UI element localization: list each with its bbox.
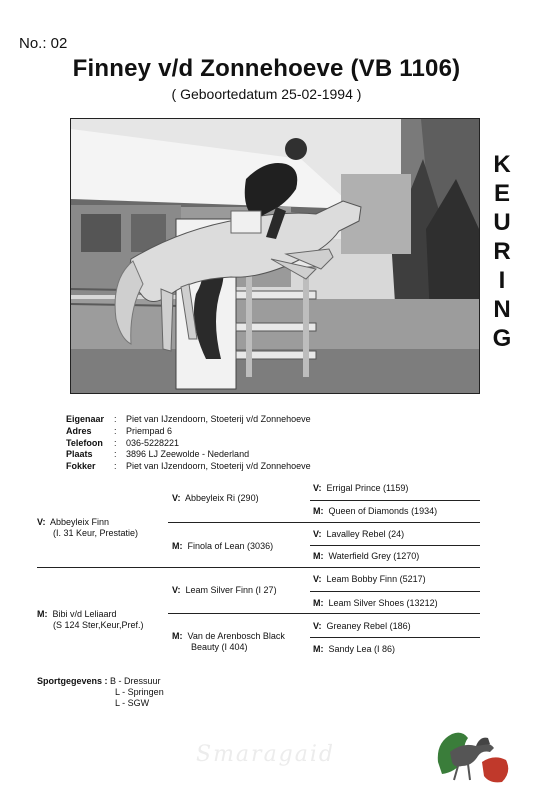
pedigree-divider bbox=[310, 545, 480, 546]
sport-entry: L - Springen bbox=[115, 687, 164, 697]
place-row: Plaats : 3896 LJ Zeewolde - Nederland bbox=[66, 449, 250, 460]
gen3-name: Lavalley Rebel (24) bbox=[326, 529, 405, 539]
pedigree-gen2-item bbox=[172, 493, 259, 504]
address-value: Priempad 6 bbox=[126, 425, 173, 436]
gen3-name: Greaney Rebel (186) bbox=[326, 621, 411, 631]
pedigree-divider bbox=[310, 500, 480, 501]
pedigree-gen3-item bbox=[313, 644, 395, 655]
keuring-letter: R bbox=[493, 238, 511, 265]
gen3-prefix: V: bbox=[313, 529, 322, 539]
sport-entry: L - SGW bbox=[115, 698, 150, 708]
phone-value: 036-5228221 bbox=[126, 437, 180, 448]
gen3-prefix: V: bbox=[313, 483, 322, 493]
gen3-name: Errigal Prince (1159) bbox=[326, 483, 409, 493]
keuring-letter: K bbox=[493, 151, 511, 178]
sire-detail: (I. 31 Keur, Prestatie) bbox=[53, 528, 139, 538]
pedigree-gen3-item bbox=[313, 483, 408, 494]
pedigree-gen2-item bbox=[172, 541, 273, 552]
pedigree-gen3-item bbox=[313, 506, 437, 517]
dam-name: Bibi v/d Leliaard bbox=[52, 609, 117, 619]
phone-row: Telefoon : 036-5228221 bbox=[66, 437, 180, 448]
pedigree-gen3-item bbox=[313, 598, 438, 609]
watermark-text: Smaragaid bbox=[196, 742, 335, 767]
breeder-row: Fokker : Piet van IJzendoorn, Stoeterij v/d Zonnehoeve bbox=[66, 461, 311, 472]
gen2-name: Finola of Lean (3036) bbox=[187, 541, 274, 551]
gen3-prefix: M: bbox=[313, 551, 324, 561]
pedigree-divider bbox=[310, 637, 480, 638]
gen2-prefix: M: bbox=[172, 631, 183, 641]
keuring-letter: U bbox=[493, 209, 511, 236]
sport-label: Sportgegevens : bbox=[37, 676, 108, 686]
pedigree-gen2-item bbox=[172, 585, 277, 596]
gen2-name: Leam Silver Finn (I 27) bbox=[185, 585, 277, 595]
gen2-prefix: M: bbox=[172, 541, 183, 551]
keuring-letter: G bbox=[492, 325, 512, 352]
owner-label: Eigenaar bbox=[66, 414, 105, 424]
address-row: Adres : Priempad 6 bbox=[66, 425, 173, 436]
horse-title: Finney v/d Zonnehoeve (VB 1106) bbox=[72, 55, 461, 82]
address-label: Adres bbox=[66, 425, 92, 436]
gen2-prefix: V: bbox=[172, 493, 181, 503]
pedigree-divider bbox=[168, 613, 300, 614]
breeder-value: Piet van IJzendoorn, Stoeterij v/d Zonnehoeve bbox=[126, 461, 311, 472]
stud-logo bbox=[432, 722, 516, 788]
pedigree-gen2-item bbox=[172, 631, 285, 653]
keuring-letter: N bbox=[493, 296, 511, 323]
sport-entry: B - Dressuur bbox=[110, 676, 161, 686]
owner-row: Eigenaar : Piet van IJzendoorn, Stoeterij v/d Zonnehoeve bbox=[66, 414, 311, 424]
gen3-name: Leam Silver Shoes (13212) bbox=[328, 598, 438, 608]
dam-detail: (S 124 Ster,Keur,Pref.) bbox=[53, 620, 144, 630]
pedigree-divider bbox=[37, 567, 300, 568]
birthdate: ( Geboortedatum 25-02-1994 ) bbox=[171, 86, 362, 102]
pedigree-gen3-item bbox=[313, 574, 426, 585]
gen3-name: Queen of Diamonds (1934) bbox=[328, 506, 438, 516]
keuring-letter: I bbox=[498, 267, 506, 294]
owner-value: Piet van IJzendoorn, Stoeterij v/d Zonnehoeve bbox=[126, 414, 311, 424]
gen3-prefix: M: bbox=[313, 598, 324, 608]
gen2-name-continued: Beauty (I 404) bbox=[191, 642, 248, 652]
gen2-name: Van de Arenbosch Black bbox=[187, 631, 285, 641]
gen2-name: Abbeyleix Ri (290) bbox=[185, 493, 259, 503]
place-label: Plaats bbox=[66, 449, 93, 460]
document-number: No.: 02 bbox=[19, 35, 68, 52]
pedigree-gen3-item bbox=[313, 551, 419, 562]
sire-name: Abbeyleix Finn bbox=[50, 517, 110, 527]
sport-data bbox=[37, 676, 164, 709]
pedigree-dam bbox=[37, 609, 144, 631]
dam-prefix: M: bbox=[37, 609, 48, 619]
gen3-name: Waterfield Grey (1270) bbox=[328, 551, 420, 561]
pedigree-divider bbox=[310, 591, 480, 592]
pedigree-sire bbox=[37, 517, 138, 539]
pedigree-gen3-item bbox=[313, 529, 404, 540]
gen3-name: Sandy Lea (I 86) bbox=[328, 644, 396, 654]
gen2-prefix: V: bbox=[172, 585, 181, 595]
pedigree-divider bbox=[300, 567, 480, 568]
gen3-prefix: M: bbox=[313, 644, 324, 654]
pedigree-gen3-item bbox=[313, 621, 411, 632]
place-value: 3896 LJ Zeewolde - Nederland bbox=[126, 449, 250, 460]
pedigree-divider bbox=[168, 522, 300, 523]
pedigree-divider bbox=[300, 613, 480, 614]
gen3-prefix: M: bbox=[313, 506, 324, 516]
pedigree-divider bbox=[300, 522, 480, 523]
gen3-prefix: V: bbox=[313, 574, 322, 584]
phone-label: Telefoon bbox=[66, 437, 103, 448]
gen3-prefix: V: bbox=[313, 621, 322, 631]
breeder-label: Fokker bbox=[66, 461, 96, 472]
sire-prefix: V: bbox=[37, 517, 46, 527]
keuring-letter: E bbox=[493, 180, 510, 207]
gen3-name: Leam Bobby Finn (5217) bbox=[326, 574, 426, 584]
